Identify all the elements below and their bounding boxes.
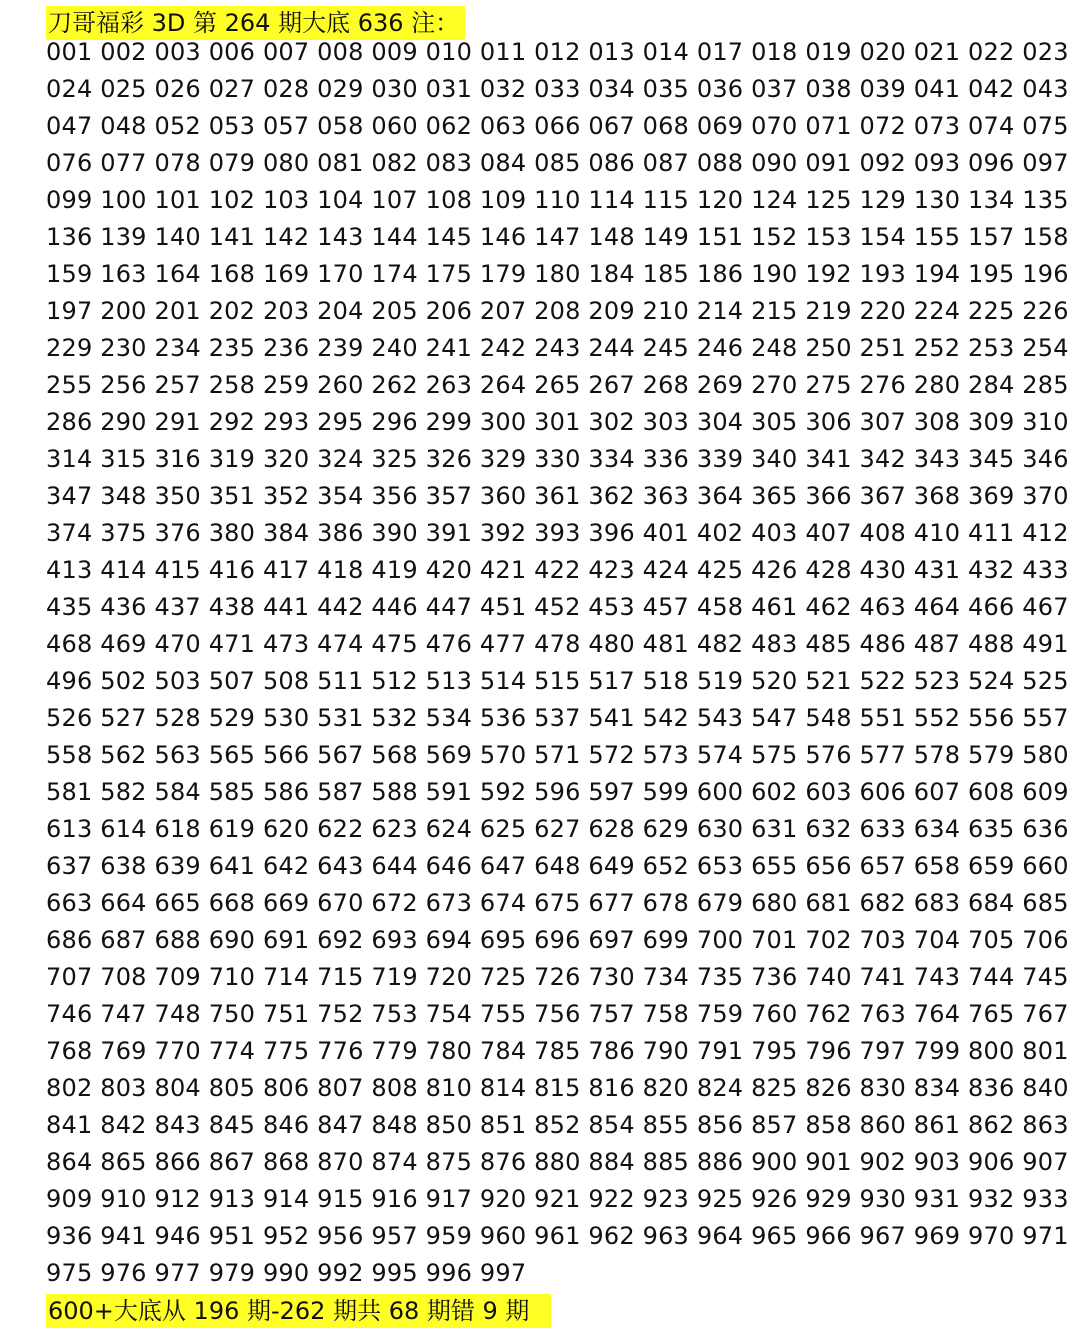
number-row: 314 315 316 319 320 324 325 326 329 330 334 336 339 340 341 342 343 345 346 <box>46 445 1069 473</box>
number-row: 255 256 257 258 259 260 262 263 264 265 267 268 269 270 275 276 280 284 285 <box>46 371 1069 399</box>
number-row: 975 976 977 979 990 992 995 996 997 <box>46 1259 527 1287</box>
footer-note: 600+大底从 196 期-262 期共 68 期错 9 期 <box>46 1294 551 1328</box>
number-row: 159 163 164 168 169 170 174 175 179 180 184 185 186 190 192 193 194 195 196 <box>46 260 1069 288</box>
number-row: 558 562 563 565 566 567 568 569 570 571 572 573 574 575 576 577 578 579 580 <box>46 741 1069 769</box>
number-row: 746 747 748 750 751 752 753 754 755 756 757 758 759 760 762 763 764 765 767 <box>46 1000 1069 1028</box>
number-row: 802 803 804 805 806 807 808 810 814 815 816 820 824 825 826 830 834 836 840 <box>46 1074 1069 1102</box>
number-row: 581 582 584 585 586 587 588 591 592 596 597 599 600 602 603 606 607 608 609 <box>46 778 1069 806</box>
number-row: 637 638 639 641 642 643 644 646 647 648 649 652 653 655 656 657 658 659 660 <box>46 852 1069 880</box>
number-row: 001 002 003 006 007 008 009 010 011 012 013 014 017 018 019 020 021 022 023 <box>46 38 1069 66</box>
number-row: 909 910 912 913 914 915 916 917 920 921 922 923 925 926 929 930 931 932 933 <box>46 1185 1069 1213</box>
number-row: 286 290 291 292 293 295 296 299 300 301 302 303 304 305 306 307 308 309 310 <box>46 408 1069 436</box>
number-row: 613 614 618 619 620 622 623 624 625 627 628 629 630 631 632 633 634 635 636 <box>46 815 1069 843</box>
number-row: 197 200 201 202 203 204 205 206 207 208 209 210 214 215 219 220 224 225 226 <box>46 297 1069 325</box>
number-row: 024 025 026 027 028 029 030 031 032 033 034 035 036 037 038 039 041 042 043 <box>46 75 1069 103</box>
number-row: 526 527 528 529 530 531 532 534 536 537 541 542 543 547 548 551 552 556 557 <box>46 704 1069 732</box>
number-row: 468 469 470 471 473 474 475 476 477 478 480 481 482 483 485 486 487 488 491 <box>46 630 1069 658</box>
number-row: 707 708 709 710 714 715 719 720 725 726 730 734 735 736 740 741 743 744 745 <box>46 963 1069 991</box>
number-row: 076 077 078 079 080 081 082 083 084 085 086 087 088 090 091 092 093 096 097 <box>46 149 1069 177</box>
document-title: 刀哥福彩 3D 第 264 期大底 636 注： <box>46 6 465 40</box>
number-row: 099 100 101 102 103 104 107 108 109 110 114 115 120 124 125 129 130 134 135 <box>46 186 1069 214</box>
number-row: 768 769 770 774 775 776 779 780 784 785 786 790 791 795 796 797 799 800 801 <box>46 1037 1069 1065</box>
number-row: 136 139 140 141 142 143 144 145 146 147 148 149 151 152 153 154 155 157 158 <box>46 223 1069 251</box>
number-grid <box>46 34 1069 1292</box>
number-row: 496 502 503 507 508 511 512 513 514 515 517 518 519 520 521 522 523 524 525 <box>46 667 1069 695</box>
number-row: 047 048 052 053 057 058 060 062 063 066 067 068 069 070 071 072 073 074 075 <box>46 112 1069 140</box>
number-row: 347 348 350 351 352 354 356 357 360 361 362 363 364 365 366 367 368 369 370 <box>46 482 1069 510</box>
number-row: 663 664 665 668 669 670 672 673 674 675 677 678 679 680 681 682 683 684 685 <box>46 889 1069 917</box>
number-row: 229 230 234 235 236 239 240 241 242 243 244 245 246 248 250 251 252 253 254 <box>46 334 1069 362</box>
number-row: 435 436 437 438 441 442 446 447 451 452 453 457 458 461 462 463 464 466 467 <box>46 593 1069 621</box>
number-row: 864 865 866 867 868 870 874 875 876 880 884 885 886 900 901 902 903 906 907 <box>46 1148 1069 1176</box>
number-row: 686 687 688 690 691 692 693 694 695 696 697 699 700 701 702 703 704 705 706 <box>46 926 1069 954</box>
number-row: 936 941 946 951 952 956 957 959 960 961 962 963 964 965 966 967 969 970 971 <box>46 1222 1069 1250</box>
number-row: 374 375 376 380 384 386 390 391 392 393 396 401 402 403 407 408 410 411 412 <box>46 519 1069 547</box>
number-row: 841 842 843 845 846 847 848 850 851 852 854 855 856 857 858 860 861 862 863 <box>46 1111 1069 1139</box>
number-row: 413 414 415 416 417 418 419 420 421 422 423 424 425 426 428 430 431 432 433 <box>46 556 1069 584</box>
